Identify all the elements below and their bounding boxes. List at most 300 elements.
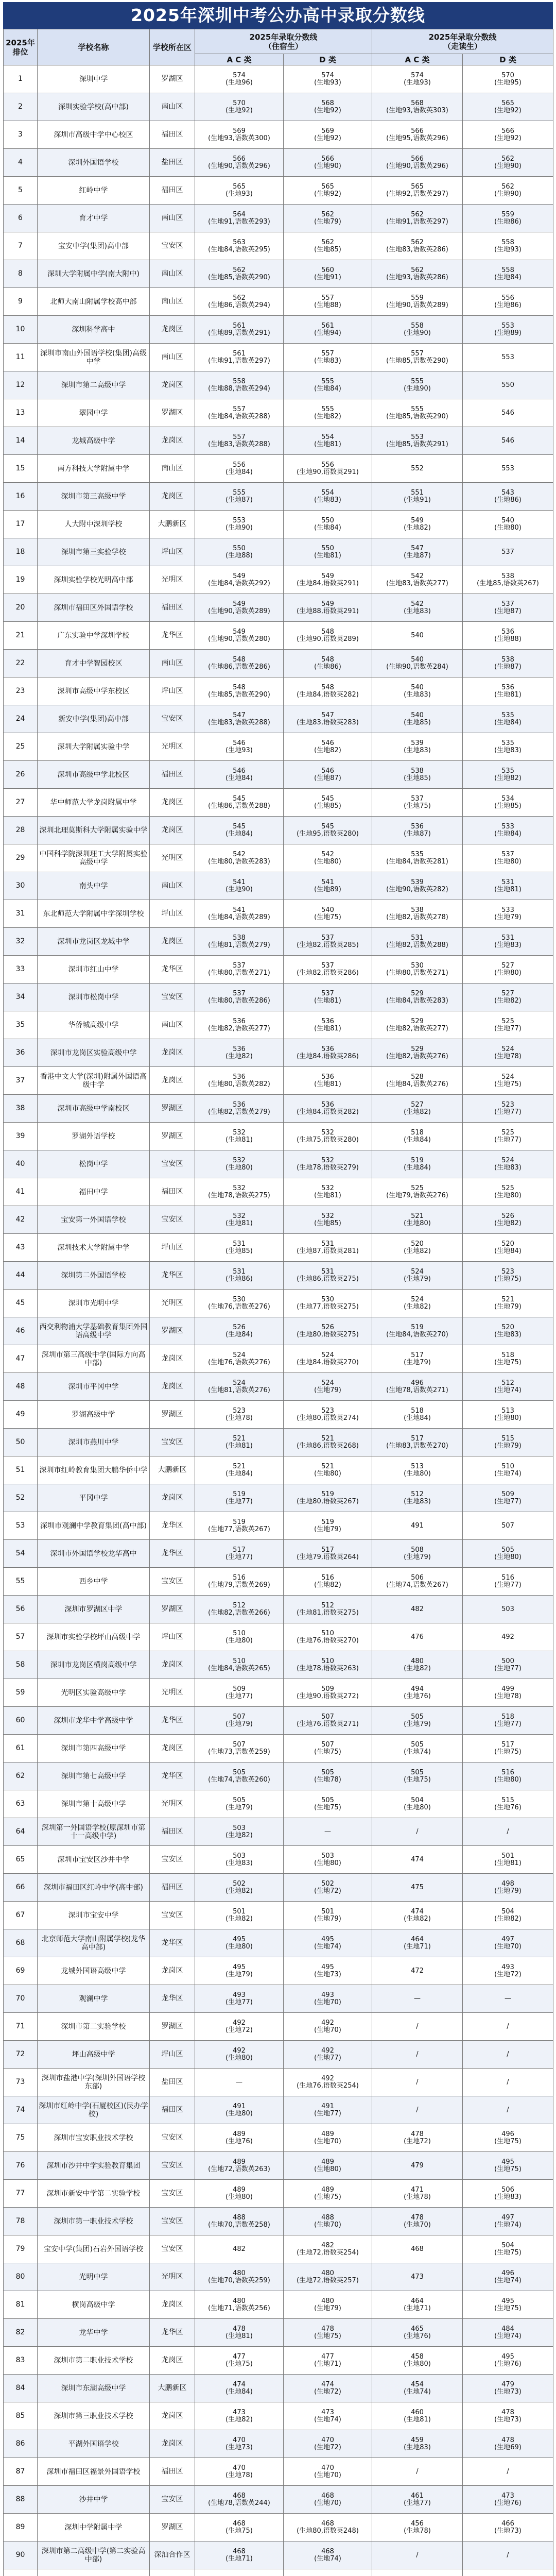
boarding-d-score: [284, 399, 372, 427]
day-d-score: [463, 232, 553, 260]
boarding-d-score: [284, 1262, 372, 1290]
score-value: 495: [233, 1935, 246, 1943]
score-value: 531: [233, 1240, 246, 1248]
tiebreak-note: (生地90,语数英296): [208, 162, 270, 170]
score-value: 574: [411, 71, 424, 79]
day-ac-score: [372, 2208, 463, 2235]
day-d-score: [463, 1123, 553, 1150]
day-d-score: [463, 2208, 553, 2235]
school-name-cell: 西交利物浦大学基础教育集团外国语高级中学: [38, 1317, 150, 1345]
tiebreak-note: (生地75): [494, 2137, 522, 2145]
score-value: 540: [411, 711, 424, 719]
boarding-ac-score: [195, 1929, 284, 1957]
score-value: 533: [501, 906, 514, 914]
boarding-ac-score: [195, 1234, 284, 1262]
day-d-score: [463, 622, 553, 650]
day-d-score: [463, 844, 553, 872]
day-d-score: [463, 1902, 553, 1929]
district-cell: 龙华区: [150, 622, 195, 650]
tiebreak-note: (生地87): [404, 551, 431, 560]
score-value: 505: [321, 1768, 334, 1776]
score-value: 495: [321, 1935, 334, 1943]
day-d-score: [463, 316, 553, 344]
rank-cell: 64: [4, 1818, 38, 1846]
boarding-d-score: [284, 566, 372, 594]
score-value: 503: [233, 1852, 246, 1860]
district-cell: 龙华区: [150, 1929, 195, 1957]
score-value: 536: [233, 1045, 246, 1053]
boarding-ac-score: [195, 1178, 284, 1206]
tiebreak-note: (生地91,语数英293): [208, 217, 270, 226]
table-row: [4, 594, 553, 622]
day-ac-score: [372, 232, 463, 260]
tiebreak-note: (生地90,语数英272): [297, 1692, 359, 1700]
district-cell: 福田区: [150, 1178, 195, 1206]
district-cell: 盐田区: [150, 149, 195, 177]
tiebreak-note: (生地84): [314, 384, 341, 393]
score-value: 538: [501, 572, 514, 580]
school-name-cell: 深圳市第七高级中学: [38, 1762, 150, 1790]
score-value: 524: [321, 1351, 334, 1359]
day-ac-score: [372, 1011, 463, 1039]
table-row: [4, 1123, 553, 1150]
rank-cell: 5: [4, 177, 38, 205]
tiebreak-note: (生地82,语数英286): [297, 969, 359, 977]
tiebreak-note: (生地82,语数英277): [208, 1024, 270, 1032]
tiebreak-note: (生地80,语数英267): [297, 1497, 359, 1505]
score-value: 496: [411, 1379, 424, 1387]
day-ac-score: [372, 2347, 463, 2375]
tiebreak-note: (生地93): [404, 78, 431, 87]
tiebreak-note: (生地80): [494, 969, 522, 977]
rank-cell: 78: [4, 2208, 38, 2235]
boarding-ac-score: [195, 1985, 284, 2013]
day-d-score: [463, 1651, 553, 1679]
district-cell: 龙岗区: [150, 1373, 195, 1401]
day-ac-score: [372, 2124, 463, 2152]
boarding-d-score: [284, 65, 372, 93]
score-value: 556: [233, 461, 246, 469]
score-value: 554: [321, 433, 334, 441]
boarding-ac-score: [195, 2263, 284, 2291]
boarding-ac-score: [195, 1095, 284, 1123]
tiebreak-note: (生地89,语数英291): [208, 329, 270, 337]
day-d-score: [463, 1735, 553, 1762]
score-value: 489: [233, 2158, 246, 2166]
score-value: 505: [233, 1768, 246, 1776]
day-d-score: /: [463, 2458, 553, 2486]
boarding-d-score: [284, 1484, 372, 1512]
rank-cell: 52: [4, 1484, 38, 1512]
score-value: 510: [233, 1657, 246, 1665]
school-name-cell: 华中师范大学龙岗附属中学: [38, 789, 150, 817]
tiebreak-note: (生地95): [494, 78, 522, 87]
day-ac-score: [372, 149, 463, 177]
tiebreak-note: (生地85): [404, 718, 431, 726]
day-d-score: [463, 483, 553, 511]
district-cell: 福田区: [150, 1818, 195, 1846]
score-value: 565: [501, 99, 514, 107]
school-name-cell: 红岭中学: [38, 177, 150, 205]
boarding-d-score: [284, 733, 372, 761]
boarding-d-score: [284, 1902, 372, 1929]
day-d-score: 546: [463, 399, 553, 427]
score-value: 541: [233, 878, 246, 886]
table-row: [4, 2402, 553, 2430]
school-name-cell: 深圳市光明中学: [38, 1290, 150, 1317]
boarding-ac-score: [195, 538, 284, 566]
score-value: 535: [501, 739, 514, 747]
score-value: 528: [411, 1073, 424, 1081]
rank-cell: 25: [4, 733, 38, 761]
district-cell: 南山区: [150, 1011, 195, 1039]
tiebreak-note: (生地80): [404, 1219, 431, 1227]
rank-cell: 41: [4, 1178, 38, 1206]
day-ac-score: [372, 1429, 463, 1456]
table-row: [4, 1707, 553, 1735]
score-value: 561: [321, 321, 334, 330]
school-name-cell: 深圳市第二实验学校: [38, 2013, 150, 2041]
school-name-cell: 深圳市新安中学第二实验学校: [38, 2180, 150, 2208]
tiebreak-note: (生地84,语数英270): [386, 1330, 448, 1338]
tiebreak-note: (生地84,语数英295): [208, 245, 270, 253]
table-row: [4, 1623, 553, 1651]
score-value: 562: [411, 238, 424, 246]
day-ac-score: [372, 1039, 463, 1067]
score-value: 510: [321, 1629, 334, 1637]
boarding-ac-score: [195, 1568, 284, 1596]
day-ac-score: [372, 1735, 463, 1762]
day-ac-score: [372, 733, 463, 761]
table-row: [4, 2347, 553, 2375]
tiebreak-note: (生地81): [225, 1219, 253, 1227]
tiebreak-note: (生地82): [404, 1914, 431, 1923]
tiebreak-note: (生地84,语数英288): [208, 412, 270, 420]
day-ac-score: [372, 1401, 463, 1429]
tiebreak-note: (生地85,语数英290): [208, 273, 270, 281]
school-name-cell: 宝安中学(集团)高中部: [38, 232, 150, 260]
boarding-d-score: —: [284, 1818, 372, 1846]
district-cell: 光明区: [150, 1790, 195, 1818]
day-ac-score: 476: [372, 1623, 463, 1651]
day-ac-score: [372, 677, 463, 705]
score-value: 494: [411, 1685, 424, 1693]
score-value: 555: [411, 405, 424, 413]
day-ac-score: [372, 1067, 463, 1095]
tiebreak-note: (生地80): [225, 2193, 253, 2201]
score-value: 461: [411, 2492, 424, 2500]
tiebreak-note: (生地90,语数英280): [208, 635, 270, 643]
table-row: [4, 1735, 553, 1762]
tiebreak-note: (生地79): [314, 1525, 341, 1533]
score-value: 502: [233, 1879, 246, 1888]
rank-cell: 45: [4, 1290, 38, 1317]
score-value: 548: [233, 683, 246, 691]
rank-cell: 29: [4, 844, 38, 872]
rank-cell: 18: [4, 538, 38, 566]
rank-cell: 87: [4, 2458, 38, 2486]
table-row: [4, 232, 553, 260]
tiebreak-note: (生地73): [225, 2443, 253, 2451]
rank-cell: 67: [4, 1902, 38, 1929]
tiebreak-note: (生地92): [314, 134, 341, 142]
day-d-score: [463, 177, 553, 205]
score-value: 497: [501, 1935, 514, 1943]
tiebreak-note: (生地82): [404, 1664, 431, 1672]
table-row: [4, 2013, 553, 2041]
tiebreak-note: (生地80,语数英271): [386, 969, 448, 977]
rank-cell: 58: [4, 1651, 38, 1679]
score-value: 547: [233, 711, 246, 719]
score-value: 558: [501, 238, 514, 246]
rank-cell: 74: [4, 2096, 38, 2124]
district-cell: 深汕合作区: [150, 2541, 195, 2569]
day-d-score: [463, 817, 553, 844]
boarding-d-score: [284, 1596, 372, 1623]
score-value: 549: [233, 572, 246, 580]
score-value: 491: [233, 2102, 246, 2110]
score-value: 504: [411, 1796, 424, 1804]
tiebreak-note: (生地77): [225, 1553, 253, 1561]
boarding-ac-score: [195, 566, 284, 594]
boarding-d-score: [284, 1317, 372, 1345]
boarding-d-score: [284, 1874, 372, 1902]
score-value: 526: [501, 1212, 514, 1220]
tiebreak-note: (生地79): [314, 2304, 341, 2312]
score-value: 557: [321, 294, 334, 302]
tiebreak-note: (生地75): [225, 2360, 253, 2368]
rank-cell: 54: [4, 1540, 38, 1568]
score-value: 478: [411, 2213, 424, 2222]
boarding-ac-score: [195, 1735, 284, 1762]
score-value: 505: [411, 1740, 424, 1749]
district-cell: 南山区: [150, 205, 195, 232]
day-ac-score: [372, 1317, 463, 1345]
tiebreak-note: (生地82): [314, 1581, 341, 1589]
tiebreak-note: (生地70,语数英259): [208, 2276, 270, 2284]
school-name-cell: 罗湖高级中学: [38, 1401, 150, 1429]
tiebreak-note: (生地86): [494, 496, 522, 504]
tiebreak-note: (生地82): [494, 774, 522, 782]
score-value: 488: [233, 2213, 246, 2222]
district-cell: 罗湖区: [150, 1123, 195, 1150]
rank-cell: 43: [4, 1234, 38, 1262]
day-ac-score: 540: [372, 622, 463, 650]
district-cell: 龙岗区: [150, 2291, 195, 2319]
rank-cell: 75: [4, 2124, 38, 2152]
score-value: 562: [501, 155, 514, 163]
day-d-score: [463, 2569, 553, 2576]
day-d-score: [463, 2430, 553, 2458]
score-value: 535: [501, 767, 514, 775]
boarding-ac-score: [195, 1902, 284, 1929]
score-value: 480: [233, 2269, 246, 2277]
school-name-cell: 深圳市龙岗区实验高级中学: [38, 1039, 150, 1067]
score-value: 536: [233, 1100, 246, 1109]
boarding-ac-score: [195, 1596, 284, 1623]
day-ac-score: [372, 1762, 463, 1790]
tiebreak-note: (生地79): [225, 1970, 253, 1978]
day-d-score: [463, 93, 553, 121]
tiebreak-note: (生地90): [404, 329, 431, 337]
score-value: 519: [411, 1323, 424, 1331]
tiebreak-note: (生地86,语数英294): [208, 301, 270, 309]
day-ac-score: [372, 399, 463, 427]
score-value: 562: [233, 266, 246, 274]
school-name-cell: 深圳市第二高级中学(第二实验高中部): [38, 2541, 150, 2569]
score-value: 503: [321, 1852, 334, 1860]
boarding-ac-score: [195, 1484, 284, 1512]
tiebreak-note: (生地93,语数英300): [208, 134, 270, 142]
tiebreak-note: (生地85,语数英291): [386, 440, 448, 448]
boarding-ac-score: [195, 205, 284, 232]
school-name-cell: 深圳第二外国语学校: [38, 1262, 150, 1290]
day-ac-score: [372, 900, 463, 928]
district-cell: 龙岗区: [150, 1735, 195, 1762]
score-value: 560: [321, 266, 334, 274]
tiebreak-note: (生地79): [314, 1386, 341, 1394]
score-value: 555: [411, 377, 424, 385]
score-value: 474: [233, 2380, 246, 2388]
tiebreak-note: (生地81): [404, 2415, 431, 2424]
score-value: 504: [501, 2241, 514, 2249]
tiebreak-note: (生地75): [494, 1358, 522, 1366]
score-value: 525: [411, 1184, 424, 1192]
day-ac-score: [372, 1902, 463, 1929]
table-row: [4, 2458, 553, 2486]
day-ac-score: [372, 1150, 463, 1178]
school-name-cell: 深圳实验学校光明高中部: [38, 566, 150, 594]
score-value: 521: [321, 1434, 334, 1443]
tiebreak-note: (生地86,语数英275): [297, 1275, 359, 1283]
district-cell: 龙华区: [150, 1262, 195, 1290]
rank-cell: 83: [4, 2347, 38, 2375]
table-row: [4, 705, 553, 733]
tiebreak-note: (生地84): [225, 829, 253, 838]
boarding-d-score: [284, 2041, 372, 2069]
score-value: 470: [321, 2436, 334, 2444]
tiebreak-note: (生地77): [494, 1581, 522, 1589]
tiebreak-note: (生地70): [314, 2499, 341, 2507]
score-value: 513: [411, 1462, 424, 1470]
school-name-cell: 深圳大学附属中学(南大附中): [38, 260, 150, 288]
score-value: 480: [411, 1657, 424, 1665]
boarding-d-score: [284, 2569, 372, 2576]
day-ac-score: [372, 2319, 463, 2347]
table-row: [4, 1262, 553, 1290]
tiebreak-note: (生地82): [494, 996, 522, 1005]
school-name-cell: 罗湖外语学校: [38, 1123, 150, 1150]
boarding-ac-score: [195, 399, 284, 427]
score-value: 554: [321, 488, 334, 497]
tiebreak-note: (生地72,语数英263): [208, 2165, 270, 2173]
tiebreak-note: (生地83,语数英283): [297, 718, 359, 726]
boarding-ac-score: [195, 1206, 284, 1234]
tiebreak-note: (生地74,语数英267): [386, 1581, 448, 1589]
tiebreak-note: (生地80): [225, 2109, 253, 2117]
table-row: [4, 2208, 553, 2235]
tiebreak-note: (生地82,语数英276): [386, 1052, 448, 1060]
tiebreak-note: (生地73): [314, 1970, 341, 1978]
rank-cell: 24: [4, 705, 38, 733]
boarding-ac-score: [195, 2375, 284, 2402]
tiebreak-note: (生地78,语数英271): [386, 1386, 448, 1394]
score-value: 523: [501, 1267, 514, 1276]
score-value: 568: [321, 99, 334, 107]
score-value: 542: [411, 600, 424, 608]
score-value: 564: [233, 210, 246, 218]
tiebreak-note: (生地81): [314, 1024, 341, 1032]
rank-cell: 19: [4, 566, 38, 594]
tiebreak-note: (生地76,语数英254): [297, 2081, 359, 2090]
rank-cell: 15: [4, 455, 38, 483]
tiebreak-note: (生地83): [494, 1163, 522, 1172]
district-cell: 福田区: [150, 594, 195, 622]
score-value: 516: [501, 1768, 514, 1776]
score-value: 466: [501, 2519, 514, 2528]
score-value: 536: [233, 1017, 246, 1025]
tiebreak-note: (生地78): [404, 2527, 431, 2535]
tiebreak-note: (生地77): [494, 1720, 522, 1728]
score-value: 540: [411, 683, 424, 691]
boarding-d-score: [284, 844, 372, 872]
day-ac-score: [372, 288, 463, 316]
day-ac-score: [372, 1095, 463, 1123]
boarding-ac-score: [195, 761, 284, 789]
score-value: 548: [321, 628, 334, 636]
score-value: 468: [321, 2547, 334, 2555]
score-value: 516: [321, 1573, 334, 1582]
score-value: 468: [321, 2519, 334, 2528]
school-name-cell: 横岗高级中学: [38, 2291, 150, 2319]
school-name-cell: 东北师范大学附属中学深圳学校: [38, 900, 150, 928]
school-name-cell: 深圳市第三职业技术学校: [38, 2402, 150, 2430]
district-cell: 龙岗区: [150, 2347, 195, 2375]
day-ac-score: [372, 177, 463, 205]
score-value: 531: [411, 934, 424, 942]
day-ac-score: [372, 205, 463, 232]
boarding-d-score: [284, 538, 372, 566]
boarding-ac-score: [195, 1651, 284, 1679]
school-name-cell: 深圳市宝安职业技术学校: [38, 2124, 150, 2152]
day-d-score: [463, 1206, 553, 1234]
score-value: 542: [411, 572, 424, 580]
tiebreak-note: (生地75): [494, 2304, 522, 2312]
rank-cell: 14: [4, 427, 38, 455]
rank-cell: 48: [4, 1373, 38, 1401]
score-value: 533: [501, 822, 514, 831]
score-value: 545: [233, 794, 246, 803]
boarding-d-score: [284, 789, 372, 817]
district-cell: 大鹏新区: [150, 2375, 195, 2402]
score-value: 517: [233, 1546, 246, 1554]
boarding-ac-score: [195, 2486, 284, 2514]
score-value: 470: [321, 2464, 334, 2472]
boarding-ac-score: [195, 733, 284, 761]
table-row: [4, 2541, 553, 2569]
tiebreak-note: (生地92,语数英297): [386, 190, 448, 198]
day-ac-score: [372, 1929, 463, 1957]
score-value: 470: [233, 2464, 246, 2472]
day-d-score: [463, 2152, 553, 2180]
tiebreak-note: (生地82): [225, 1887, 253, 1895]
school-name-cell: 深圳市平冈中学: [38, 1373, 150, 1401]
tiebreak-note: (生地82,语数英288): [386, 941, 448, 949]
school-name-cell: 深圳市第三高级中学(国际方向高中部): [38, 1345, 150, 1373]
boarding-ac-score: [195, 2013, 284, 2041]
boarding-d-score: [284, 2402, 372, 2430]
tiebreak-note: (生地93): [314, 78, 341, 87]
